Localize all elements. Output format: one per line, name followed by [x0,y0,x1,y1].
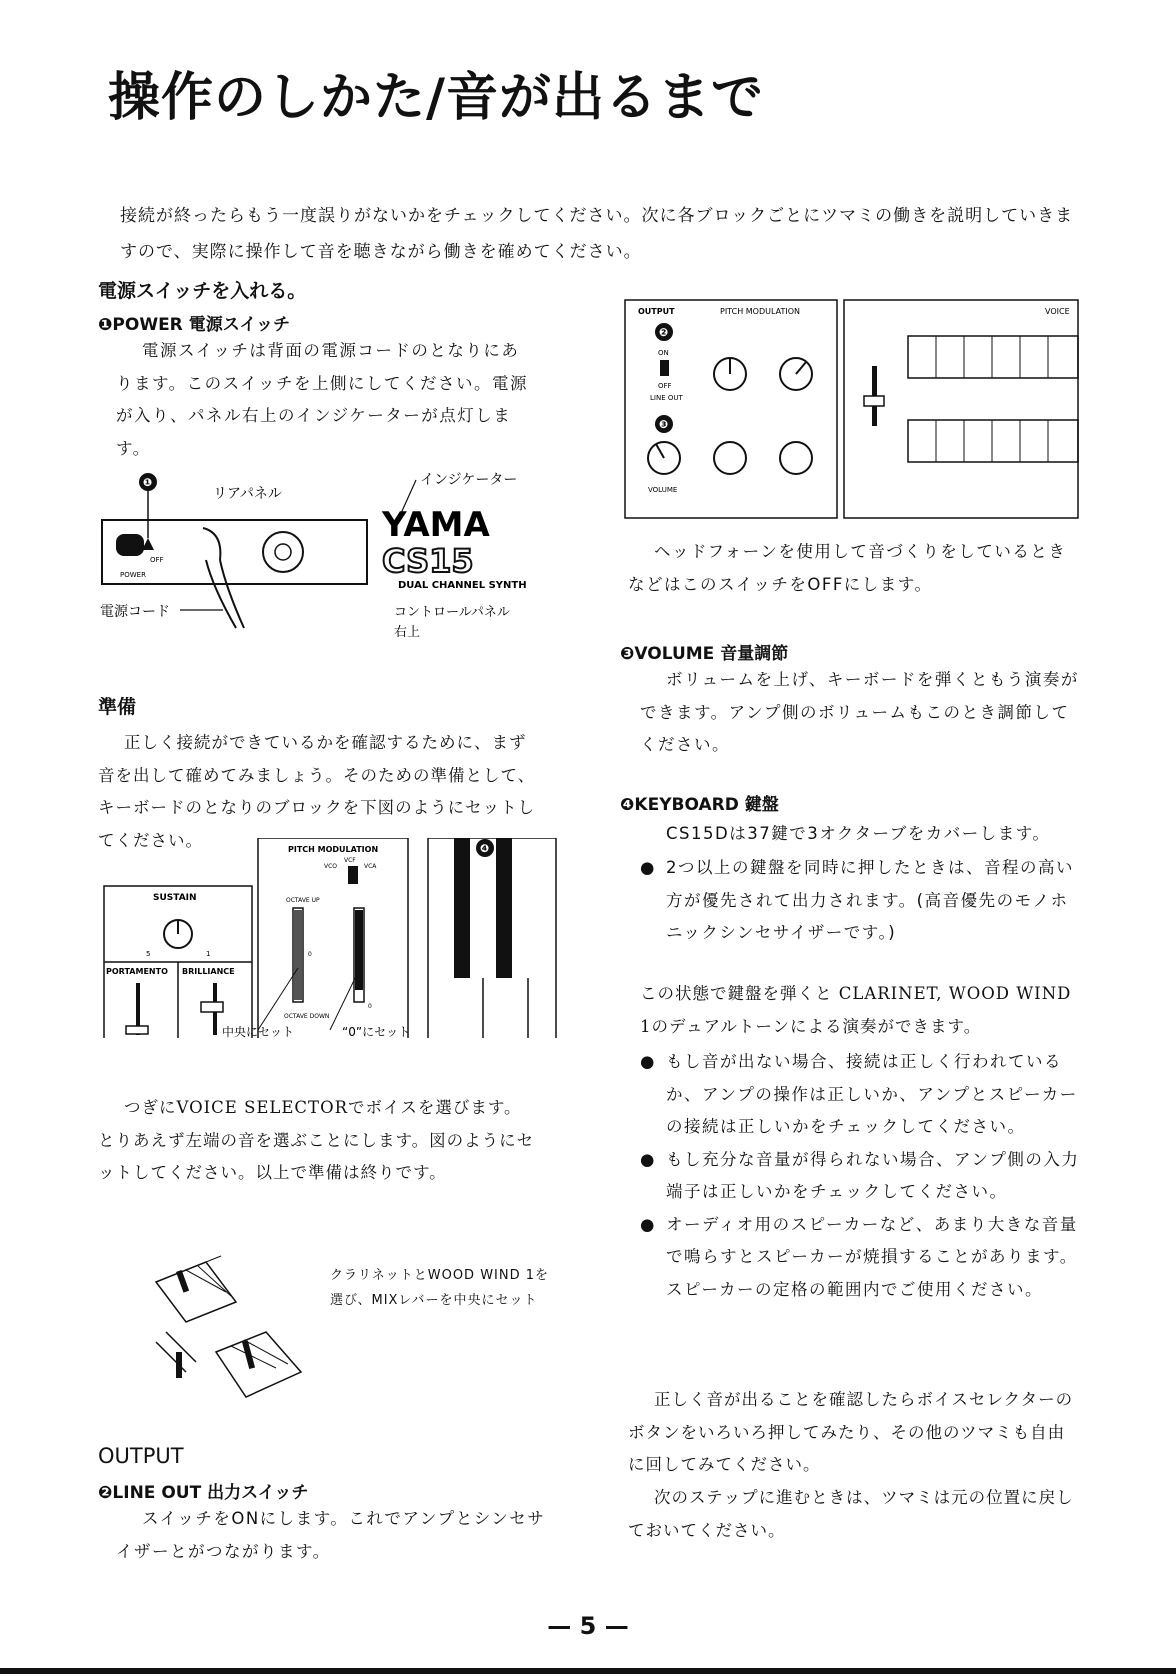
voice-selector-figure [116,1252,316,1422]
voice-select-body: つぎにVOICE SELECTORでボイスを選びます。とりあえず左端の音を選ぶことにします。図のようにセットしてください。以上で準備は終りです。 [98,1098,535,1182]
rear-panel-label: リアパネル [213,486,282,502]
power-heading: 電源スイッチを入れる。 [98,280,307,302]
marker-4-icon: ❹ [480,842,490,855]
list-item: ● もし充分な音量が得られない場合、アンプ側の入力端子は正しいかをチェックしてください。 [640,1144,1080,1209]
volume-panel-label: VOLUME [648,486,678,494]
modulation-zero-label: 0 [368,1003,372,1010]
prep-body: 正しく接続ができているかを確認するために、まず音を出して確めてみましょう。そのための準備として、キーボードのとなりのブロックを下図のようにセットしてください。 [98,733,536,850]
power-switch-label: POWER [120,571,146,579]
sustain-min-label: 5 [146,950,151,958]
control-panel-label: コントロールパネル [394,605,510,620]
line-out-body: スイッチをONにします。これでアンプとシンセサイザーとがつながります。 [116,1509,546,1561]
play-body: この状態で鍵盤を弾くと CLARINET, WOOD WIND 1のデュアルトーンによる演奏ができます。 [640,984,1072,1036]
power-item-label: POWER 電源スイッチ [112,315,291,335]
keyboard-body: CS15Dは37鍵で3オクターブをカバーします。 [666,824,1051,843]
output-label: OUTPUT [638,307,675,316]
rear-panel-figure [98,468,548,648]
power-item-heading [98,310,290,335]
page-title: 操作のしかた/音が出るまで [108,68,764,128]
keyboard-bullet [640,852,1080,950]
volume-body: ボリュームを上げ、キーボードを弾くともう演奏ができます。アンプ側のボリュームもこのとき調節してください。 [640,670,1079,754]
control-panel-sublabel: 右上 [394,625,421,640]
prep-heading: 準備 [98,696,137,718]
next-step-body: 次のステップに進むときは、ツマミは元の位置に戻しておいてください。 [628,1488,1074,1540]
portamento-label: PORTAMENTO [106,967,168,976]
marker-1-icon: ❶ [98,315,113,335]
synth-subtitle: DUAL CHANNEL SYNTH [398,580,527,591]
vcf-label: VCF [344,857,356,864]
marker-1-icon: ❶ [143,476,153,489]
keyboard-item-heading [620,790,779,815]
line-out-item-label: LINE OUT 出力スイッチ [112,1483,309,1503]
volume-item-label: VOLUME 音量調節 [634,644,789,664]
octave-up-label: OCTAVE UP [286,897,320,904]
indicator-label: インジケーター [420,472,518,488]
brilliance-label: BRILLIANCE [182,967,235,976]
marker-3-icon: ❸ [620,644,635,664]
bullet-icon: ● [640,858,656,877]
panel-setting-figure [98,838,558,1038]
bullet-icon: ● [640,1052,656,1071]
off-label: OFF [150,556,164,564]
marker-2-panel-icon: ❷ [659,326,669,339]
list-item: ● もし音が出ない場合、接続は正しく行われているか、アンプの操作は正しいか、アンプとスピーカーの接続は正しいかをチェックしてください。 [640,1046,1080,1144]
bullet-icon: ● [640,1214,656,1234]
bottom-rule [0,1668,1176,1674]
sustain-max-label: 1 [206,950,211,958]
power-cord-label: 電源コード [100,604,170,620]
line-out-item-heading [98,1478,308,1503]
octave-down-label: OCTAVE DOWN [284,1013,330,1020]
vco-label: VCO [324,863,338,870]
zero-set-label: “0”にセット [342,1025,411,1038]
line-out-panel-label: LINE OUT [650,394,683,402]
pitch-mod-label: PITCH MODULATION [288,845,379,854]
keyboard-bullet-text: 2つ以上の鍵盤を同時に押したときは、音程の高い方が優先されて出力されます。(高音優先のモノホニックシンセサイザーです。) [666,858,1074,942]
center-set-label: 中央にセット [222,1025,295,1038]
voice-figure-caption: クラリネットとWOOD WIND 1を選び、MIXレバーを中央にセット [330,1268,550,1308]
off-label: OFF [658,382,672,390]
marker-2-icon: ❷ [98,1483,113,1503]
keyboard-item-label: KEYBOARD 鍵盤 [634,795,779,815]
brand-logo: YAMA [382,505,490,545]
closing-body: 正しく音が出ることを確認したらボイスセレクターのボタンをいろいろ押してみたり、その他のツマミも自由に回してみてください。 [628,1390,1074,1474]
sustain-label: SUSTAIN [153,893,197,903]
marker-3-panel-icon: ❸ [659,418,669,431]
output-panel-figure [620,296,1082,526]
list-item: ● オーディオ用のスピーカーなど、あまり大きな音量で鳴らすとスピーカーが焼損することがあります。スピーカーの定格の範囲内でご使用ください。 [640,1209,1080,1307]
headphone-body: ヘッドフォーンを使用して音づくりをしているときなどはこのスイッチをOFFにします。 [628,542,1067,594]
model-logo: CS15 [382,542,474,580]
marker-4-icon: ❹ [620,795,635,815]
troubleshooting-list [640,1046,1080,1306]
vca-label: VCA [364,863,377,870]
voice-panel-label: VOICE [1045,307,1070,316]
pitch-mod-panel-label: PITCH MODULATION [720,307,800,316]
intro-paragraph: 接続が終ったらもう一度誤りがないかをチェックしてください。次に各ブロックごとにツマミの働きを説明していきますので、実際に操作して音を聴きながら働きを確めてください。 [120,206,1074,262]
volume-item-heading [620,639,788,664]
on-label: ON [658,349,669,357]
page-number: — 5 — [547,1612,629,1640]
power-body: 電源スイッチは背面の電源コードのとなりにあります。このスイッチを上側にしてください。電源が入り、パネル右上のインジケーターが点灯します。 [116,341,529,458]
octave-zero-label: 0 [308,951,312,958]
bullet-icon: ● [640,1149,656,1169]
output-heading: OUTPUT [98,1444,184,1468]
